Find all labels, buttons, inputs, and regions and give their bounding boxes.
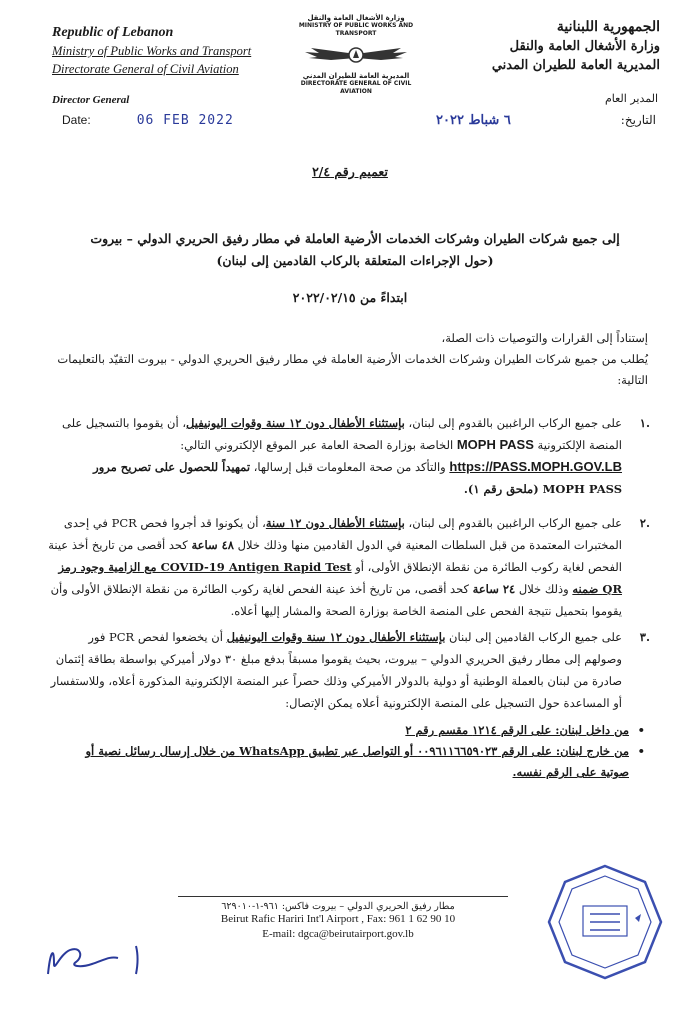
p2-antigen-test: COVID-19 Antigen Rapid Test مع الزامية وجود رمز QR ضمنه — [58, 560, 622, 596]
intro-line-1: إستناداً إلى القرارات والتوصيات ذات الصلة، — [441, 331, 648, 345]
header-arabic — [440, 18, 660, 75]
paragraph-3 — [48, 626, 648, 714]
footer-address-en: Beirut Rafic Hariri Int'l Airport , Fax: 961 1 62 90 10 — [220, 913, 456, 925]
p3-text-c: أن يخضعوا لفحص PCR فور وصولهم إلى مطار رفيق الحريري الدولي – بيروت، بحيث يقوموا مسبقاً بدفع مبلغ ٣٠ دولار أميركي بواسطة بطاقة إئتمان صادرة من لبنان بالعملة الوطنية أو دولية بالدولار الأميركي وذلك حصراً عبر المنصة الإلكترونية المذكورة أعلاه، وللاستفسار أو المساعدة حول التسجيل على المنصة الإلكترونية أعلاه يمكن الإتصال: — [50, 630, 622, 710]
wings-icon — [301, 40, 411, 70]
logo-top-en: MINISTRY OF PUBLIC WORKS AND TRANSPORT — [298, 22, 414, 37]
p1-text-g: والتأكد من صحة المعلومات قبل إرسالها، — [250, 460, 450, 474]
date-stamp-en: 06 FEB 2022 — [136, 113, 234, 128]
p2-text-a: على جميع الركاب الراغبين بالقدوم إلى لبنان، — [404, 516, 622, 530]
logo-bottom-en: DIRECTORATE GENERAL OF CIVIL AVIATION — [300, 80, 412, 95]
addressee-line-1: إلى جميع شركات الطيران وشركات الخدمات الأرضية العاملة في مطار رفيق الحريري الدولي – بيروت — [90, 231, 620, 246]
logo-top-ar: وزارة الأشغال العامة والنقل — [307, 14, 405, 22]
p2-24-hours: ٢٤ ساعة — [472, 582, 516, 596]
header-en-line-3: Directorate General of Civil Aviation — [52, 62, 239, 76]
footer-rule — [178, 896, 508, 897]
p2-exception: بإستثناء الأطفال دون ١٢ سنة — [265, 516, 405, 530]
header-ar-line-2: وزارة الأشغال العامة والنقل — [509, 39, 660, 54]
p1-text-a: على جميع الركاب الراغبين بالقدوم إلى لبنان، — [404, 416, 622, 430]
p1-text-e: الخاصة بوزارة الصحة العامة عبر الموقع الإلكتروني التالي: — [180, 438, 457, 452]
p1-text-h: تمهيداً للحصول على تصريح مرور MOPH PASS (ملحق رقم ١). — [93, 460, 622, 496]
circular-number: تعميم رقم ٢/٤ — [312, 164, 388, 179]
date-ar — [436, 113, 656, 128]
director-general-ar: المدير العام — [604, 92, 658, 105]
header-en-line-1: Republic of Lebanon — [52, 25, 174, 40]
p3-exception: بإستثناء الأطفال دون ١٢ سنة وقوات اليونيفيل — [226, 630, 446, 644]
addressee-line-2: (حول الإجراءات المتعلقة بالركاب القادمين إلى لبنان) — [216, 253, 494, 268]
footer-email[interactable]: E-mail: dgca@beirutairport.gov.lb — [262, 928, 414, 940]
contact-list — [60, 720, 645, 783]
p1-text-c: ، أن يقوموا بالتسجيل على المنصة الإلكترونية — [62, 416, 622, 452]
effective-date: ابتداءً من ٢٠٢٢/٠٢/١٥ — [292, 290, 408, 305]
official-stamp — [545, 862, 665, 982]
addressee — [90, 228, 620, 272]
date-label-ar: التاريخ: — [620, 113, 656, 127]
paragraph-2-number: .٢ — [639, 516, 650, 530]
intro-line-2: يُطلب من جميع شركات الطيران وشركات الخدمات الأرضية العاملة في مطار رفيق الحريري الدولي - بيروت التقيّد بالتعليمات التالية: — [57, 352, 648, 387]
paragraph-2 — [48, 512, 648, 622]
header-ar-line-1: الجمهورية اللبنانية — [556, 19, 660, 35]
contact-outside-lebanon: • من خارج لبنان: على الرقم ٠٠٩٦١١٦٦٥٩٠٢٣ أو التواصل عبر تطبيق WhatsApp من خلال إرسال رسائل نصية أو صوتية على الرقم نفسه. — [60, 741, 645, 783]
date-label-en: Date: — [62, 113, 91, 127]
logo-bottom-ar: المديرية العامة للطيران المدني — [302, 72, 410, 80]
header-en-line-2: Ministry of Public Works and Transport — [52, 44, 252, 58]
director-general-en: Director General — [52, 94, 130, 106]
footer — [178, 896, 498, 942]
p2-text-e: كحد أقصى من تاريخ أخذ عينة الفحص لغاية ركوب الطائرة من نقطة الإنطلاق الأولى، أو — [48, 538, 622, 574]
p2-48-hours: ٤٨ ساعة — [191, 538, 234, 552]
paragraph-1 — [48, 412, 648, 500]
signature — [40, 934, 160, 984]
p2-text-g: وذلك خلال — [515, 582, 573, 596]
contact-inside-lebanon: • من داخل لبنان: على الرقم ١٢١٤ مقسم رقم ٢ — [60, 720, 645, 741]
ministry-logo — [293, 14, 419, 96]
p3-text-a: على جميع الركاب القادمين إلى لبنان — [445, 630, 622, 644]
header-english — [52, 24, 282, 78]
p1-moph-pass: MOPH PASS — [456, 437, 534, 452]
p2-text-i: كحد أقصى، من تاريخ أخذ عينة الفحص لغاية ركوب الطائرة من نقطة الإنطلاق الأولى وأن يقوموا بتحميل نتيجة الفحص على المنصة الخاصة بوزارة الصحة والمشار إليها أعلاه. — [50, 582, 622, 618]
date-handwritten-ar: ٦ شباط ٢٠٢٢ — [436, 113, 511, 128]
paragraph-1-number: .١ — [639, 416, 650, 430]
footer-address-ar: مطار رفيق الحريري الدولي – بيروت فاكس: ٩٦١-١-٦٢٩٠١٠ — [221, 901, 455, 912]
date-en — [62, 113, 234, 128]
paragraph-3-number: .٣ — [639, 630, 650, 644]
moph-pass-link[interactable]: https://PASS.MOPH.GOV.LB — [449, 459, 622, 474]
header-ar-line-3: المديرية العامة للطيران المدني — [491, 58, 660, 73]
p2-text-c: ، أن يكونوا قد أجروا فحص PCR في إحدى المختبرات المعتمدة من قبل السلطات المعنية في الدول القادمين منها وذلك خلال — [63, 516, 622, 552]
p1-exception: بإستثناء الأطفال دون ١٢ سنة وقوات اليونيفيل — [186, 416, 405, 430]
intro — [48, 328, 648, 391]
